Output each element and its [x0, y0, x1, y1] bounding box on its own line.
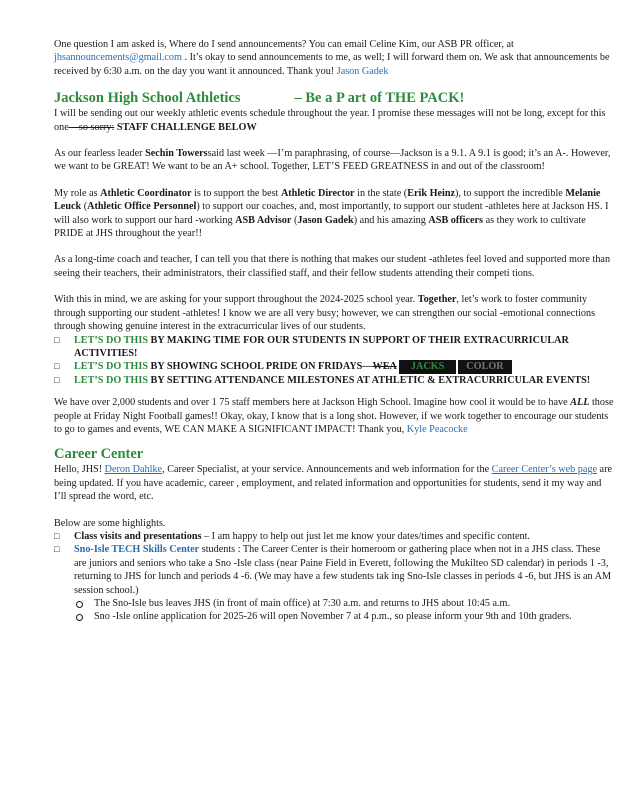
- list-item: [54, 543, 614, 623]
- text: said last week —I’m paraphrasing, of course—Jackson is a 9.1. A 9.1 is good; it’s an A-. However, we want to be GREAT! We want to be an A+ school. Together, LET’S FEED GREATNESS in and out of the classroom!: [54, 148, 611, 173]
- text: those people at Friday Night Football games!! Okay, okay, I know that is a long shot. However, if we work together to encourage our students to go to games and events, WE CAN MAKE A SIGNIFICANT IMPACT!: [54, 397, 614, 435]
- athletics-heading-slogan: – Be a P art of THE PACK!: [294, 90, 465, 107]
- text: (: [81, 201, 88, 213]
- athletics-heading-title: Jackson High School Athletics: [54, 90, 241, 107]
- text: is to support the best: [191, 187, 281, 199]
- role-athletic-coordinator: Athletic Coordinator: [100, 187, 192, 199]
- coach-paragraph: As a long-time coach and teacher, I can tell you that there is nothing that makes our student -athletes feel loved and supported more than seeing their teachers, their administrators, their classified staff, and their fellow students attending their competi tions.: [54, 254, 611, 279]
- text: in the state (: [354, 187, 408, 199]
- rally-text: BY MAKING TIME FOR OUR STUDENTS IN SUPPORT OF THEIR EXTRACURRICULAR ACTIVITIES!: [74, 334, 569, 359]
- all-emphasis: ALL: [570, 397, 590, 409]
- square-bullet-icon: □: [54, 530, 60, 541]
- text: —so sorry:: [68, 121, 115, 133]
- sub-item-text: The Sno-Isle bus leaves JHS (in front of main office) at 7:30 a.m. and returns to JHS about 10:45 a.m.: [94, 598, 511, 609]
- together-emphasis: Together: [417, 294, 457, 306]
- text: ), to support the incredible: [455, 187, 566, 199]
- announcements-paragraph: [54, 38, 614, 78]
- square-bullet-icon: □: [54, 544, 60, 555]
- text: Hello, JHS!: [54, 464, 105, 476]
- text: are being updated. If you have academic, career , employment, and related information and opportunities for students, send it my way and I’ll spread the word, etc.: [54, 464, 612, 503]
- signature-kyle-peacocke: Kyle Peacocke: [406, 423, 468, 435]
- text: (: [291, 214, 298, 226]
- text: ) and his amazing: [353, 214, 429, 226]
- color-highlight: COLOR: [458, 360, 511, 373]
- name-melanie-leuck: Melanie Leuck: [54, 187, 601, 213]
- role-paragraph: [54, 187, 614, 241]
- square-bullet-icon: □: [54, 361, 60, 372]
- career-center-web-page-link[interactable]: Career Center’s web page: [491, 464, 597, 476]
- highlights-label: Below are some highlights.: [54, 517, 166, 529]
- announcements-email-link[interactable]: jhsannouncements@gmail.com: [54, 52, 182, 64]
- jacks-highlight: JACKS: [399, 360, 456, 373]
- career-intro-paragraph: [54, 463, 614, 503]
- list-item: [76, 610, 614, 623]
- document-page: [54, 38, 614, 624]
- support-paragraph: [54, 293, 614, 333]
- text: , let’s work to foster community through supporting our student -athletes! I know we are all very busy; however, we can strengthen our social -emotional connections through showing genuine interest in the extracurricular lives of our students.: [54, 294, 596, 333]
- deron-dahlke-link[interactable]: Deron Dahlke: [104, 464, 163, 476]
- text: As our fearless leader: [54, 148, 146, 160]
- role-athletic-office-personnel: Athletic Office Personnel: [87, 201, 197, 213]
- square-bullet-icon: □: [54, 334, 60, 345]
- athletics-intro-paragraph: [54, 107, 614, 134]
- signature-jason-gadek: Jason Gadek: [336, 65, 389, 77]
- rally-lead: LET’S DO THIS: [74, 374, 148, 386]
- leader-paragraph: [54, 147, 614, 174]
- career-highlights-list: [54, 530, 614, 624]
- athletics-heading: [54, 89, 614, 107]
- list-item: [54, 334, 614, 361]
- circle-bullet-icon: [76, 614, 83, 621]
- text: One question I am asked is, Where do I send announcements? You can email Celine Kim, our ASB PR officer, at: [54, 39, 514, 50]
- square-bullet-icon: □: [54, 374, 60, 385]
- text: Thank you,: [357, 423, 407, 435]
- highlight-lead: Class visits and presentations: [74, 530, 202, 542]
- role-athletic-director: Athletic Director: [280, 187, 355, 199]
- role-asb-officers: ASB officers: [428, 214, 484, 226]
- rally-text: BY SETTING ATTENDANCE MILESTONES AT ATHLETIC & EXTRACURRICULAR EVENTS!: [147, 374, 591, 386]
- text: as they work to cultivate PRIDE at JHS throughout the year!!: [54, 214, 586, 240]
- staff-challenge-callout: STAFF CHALLENGE BELOW: [114, 121, 257, 133]
- rally-strike-text: WEA: [372, 361, 397, 373]
- list-item: [76, 597, 614, 610]
- text: ) to support our coaches, and, most importantly, to support our student -athletes here at Jackson HS. I will also work to support our hard -working: [54, 201, 609, 226]
- rally-text: BY SHOWING SCHOOL PRIDE ON FRIDAYS—: [147, 361, 373, 373]
- role-asb-advisor: ASB Advisor: [235, 214, 292, 226]
- text: I will be sending out our weekly athletic events schedule throughout the year. I promise these messages will not be long, except for this one: [54, 108, 606, 133]
- rally-list: [54, 334, 614, 388]
- name-erik-heinz: Erik Heinz: [407, 187, 456, 199]
- leader-name: Sechin Towers: [145, 148, 208, 160]
- text: , Career Specialist, at your service. Announcements and web information for the: [162, 464, 492, 476]
- circle-bullet-icon: [76, 601, 83, 608]
- rally-lead: LET’S DO THIS: [74, 334, 148, 346]
- highlight-text: students : The Career Center is their homeroom or gathering place when not in a JHS class. These are juniors and seniors who take a Sno -Isle class (near Paine Field in Everett, following the Mukilteo SD calendar) in periods 1 -3, returning to JHS for lunch and periods 4 -6. (We may have a few students tak ing Sno-Isle classes in periods 4 -6, but JHS is an AM session school.): [74, 544, 612, 596]
- text: My role as: [54, 187, 101, 199]
- impact-paragraph: [54, 396, 614, 436]
- career-center-heading: Career Center: [54, 446, 144, 463]
- rally-lead: LET’S DO THIS: [74, 361, 148, 373]
- list-item: [54, 360, 614, 373]
- sno-isle-sub-list: [74, 597, 614, 624]
- text: With this in mind, we are asking for your support throughout the 2024-2025 school year.: [54, 294, 418, 306]
- text: . It’s okay to send announcements to me, as well; I will forward them on. We ask that announcements be received by 6:30 a.m. on the day you want it announced. Thank you!: [54, 52, 610, 77]
- list-item: [54, 530, 614, 543]
- highlight-text: – I am happy to help out just let me know your dates/times and specific content.: [201, 530, 530, 542]
- text: We have over 2,000 students and over 1 75 staff members here at Jackson High School. Imagine how cool it would be to have: [54, 397, 571, 409]
- list-item: [54, 374, 614, 387]
- name-jason-gadek: Jason Gadek: [297, 214, 354, 226]
- sub-item-text: Sno -Isle online application for 2025-26 will open November 7 at 4 p.m., so please inform your 9th and 10th graders.: [94, 611, 572, 623]
- sno-isle-highlight-lead: Sno-Isle TECH Skills Center: [74, 544, 200, 556]
